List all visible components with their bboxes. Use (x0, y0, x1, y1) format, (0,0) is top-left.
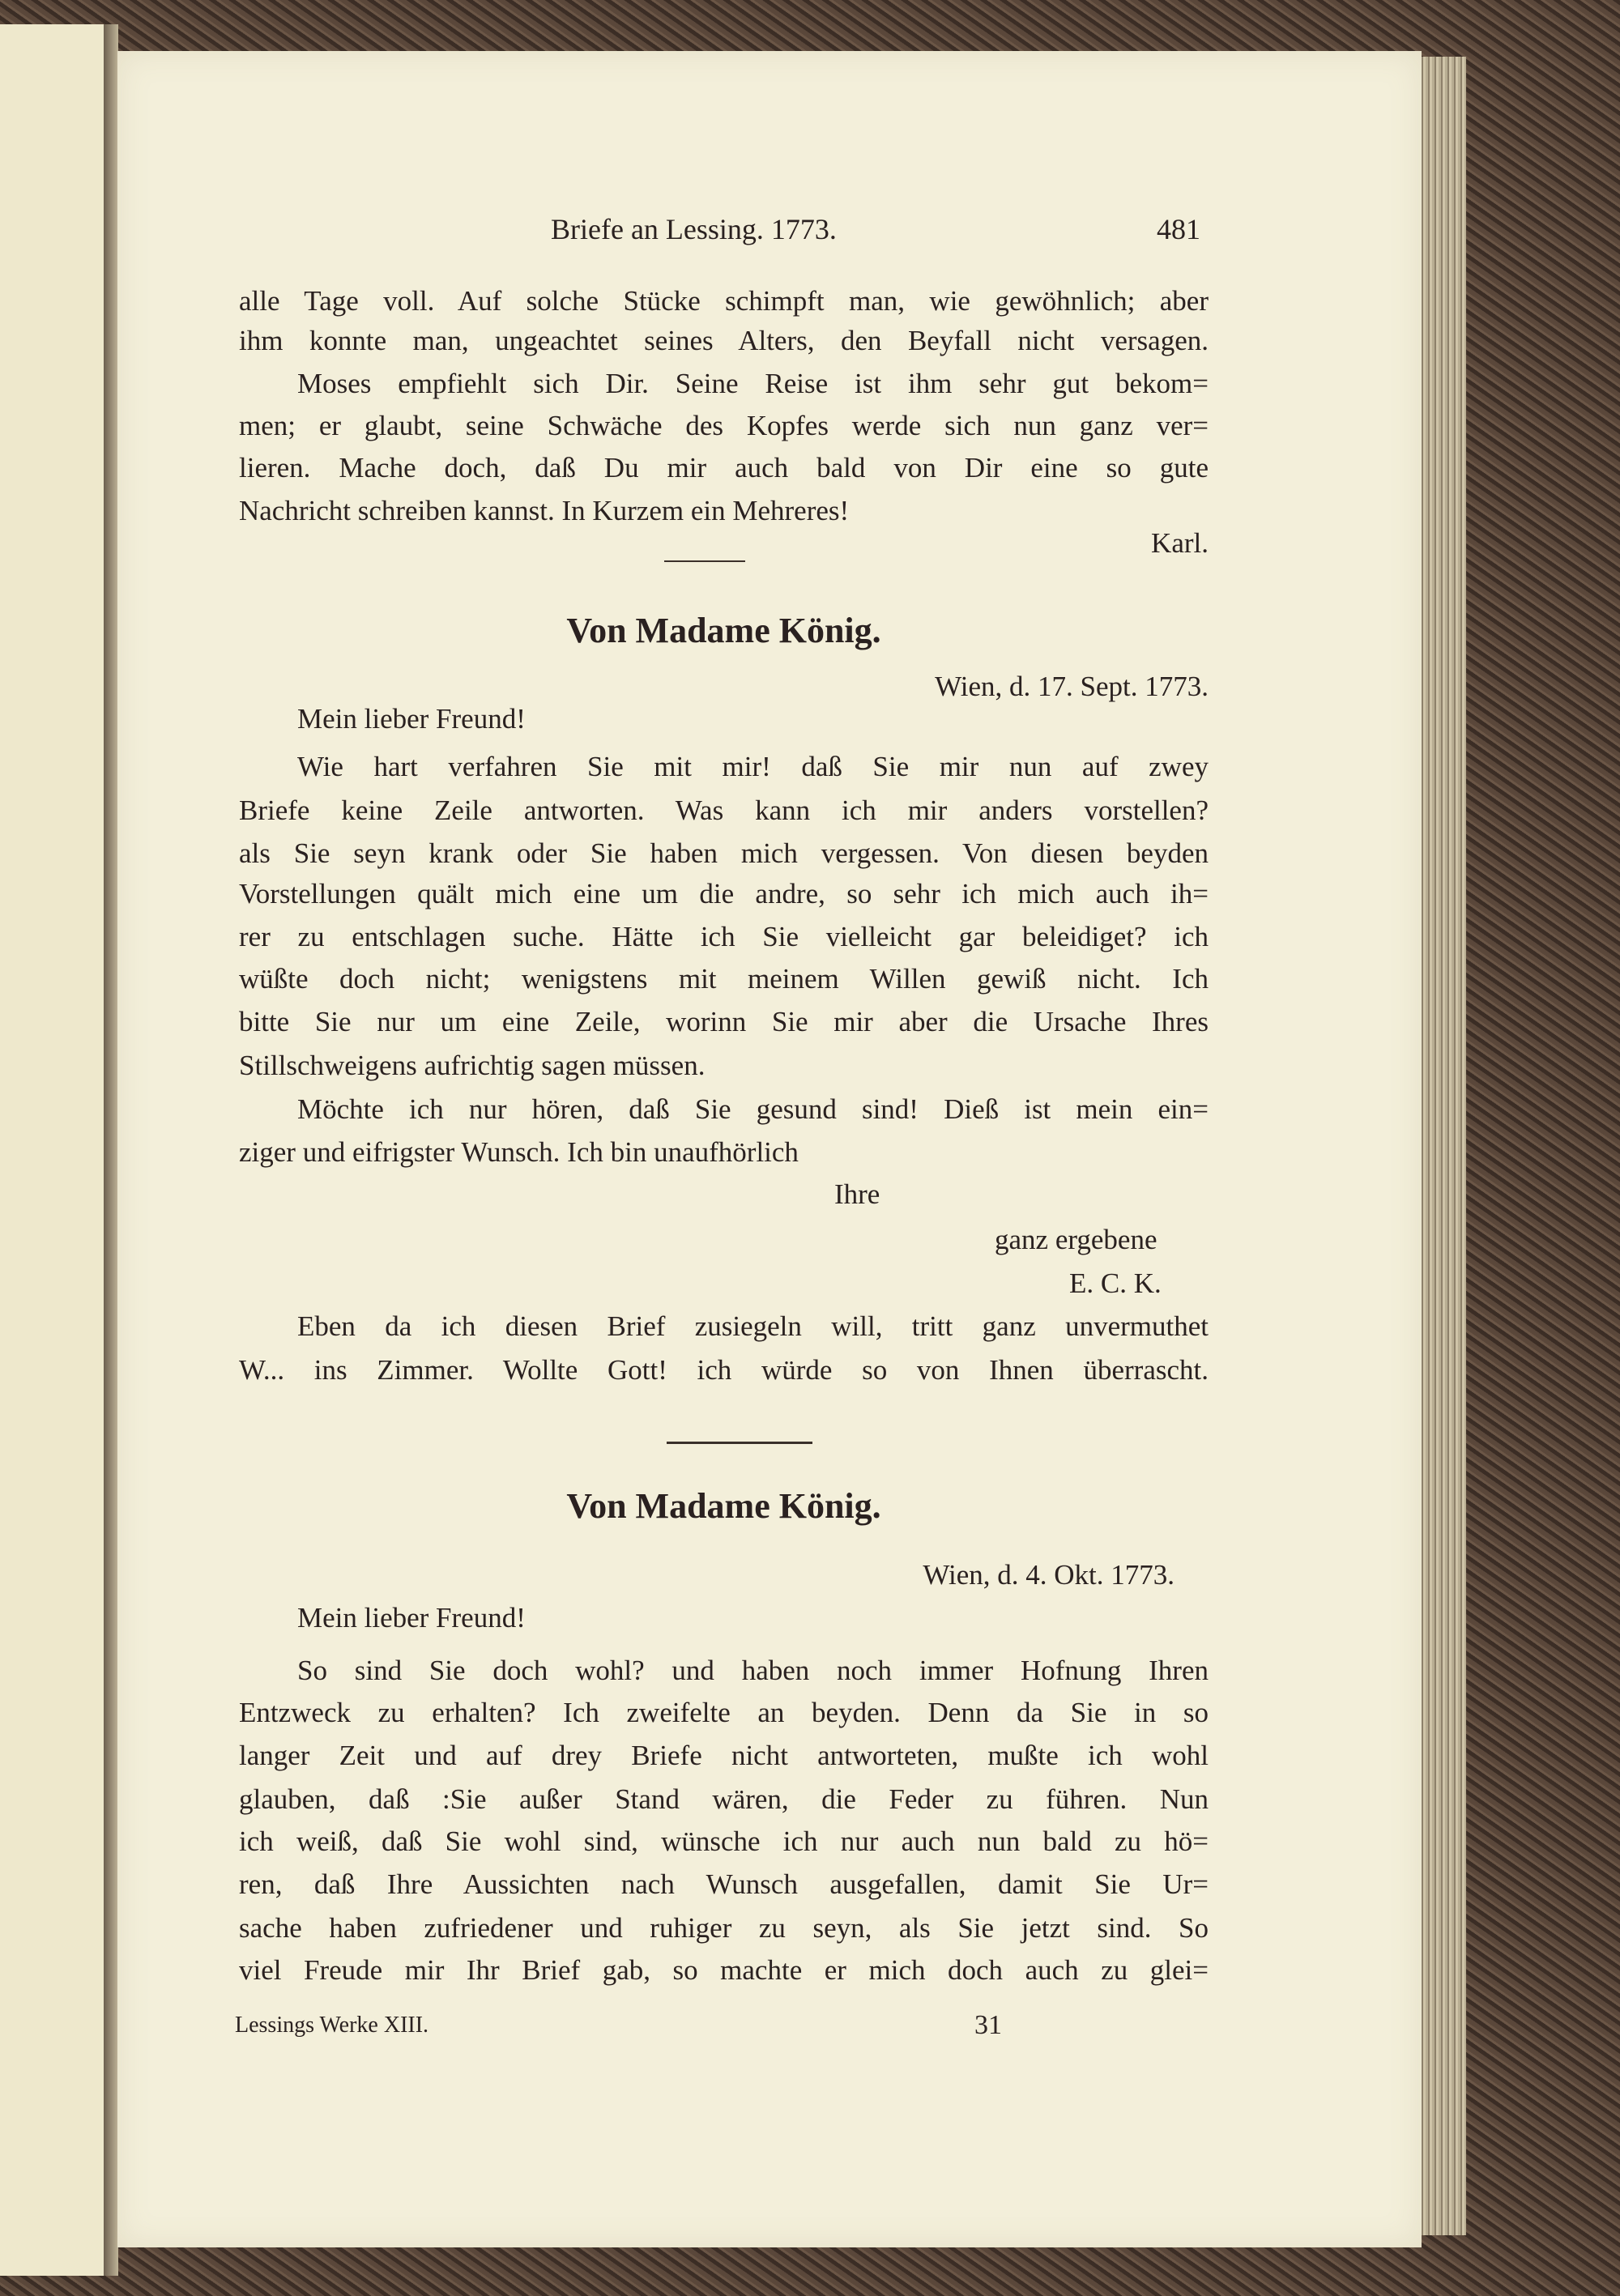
section-divider (667, 1442, 812, 1444)
text-line: ganz ergebene (995, 1224, 1157, 1255)
footer-signature: Lessings Werke XIII. (235, 2013, 429, 2038)
text-line: men; er glaubt, seine Schwäche des Kopfes werde sich nun ganz ver= (239, 410, 1209, 441)
text-line: langer Zeit und auf drey Briefe nicht antworteten, mußte ich wohl (239, 1740, 1209, 1771)
text-line: lieren. Mache doch, daß Du mir auch bald von Dir eine so gute (239, 452, 1209, 483)
book-gutter (104, 24, 118, 2276)
page-edges (1419, 57, 1466, 2235)
text-line: Wie hart verfahren Sie mit mir! daß Sie mir nun auf zwey (297, 751, 1209, 782)
text-line: Stillschweigens aufrichtig sagen müssen. (239, 1050, 706, 1081)
text-line: rer zu entschlagen suche. Hätte ich Sie vielleicht gar beleidiget? ich (239, 921, 1209, 952)
text-line: Eben da ich diesen Brief zusiegeln will, tritt ganz unvermuthet (297, 1310, 1209, 1342)
page-number: 481 (1157, 213, 1200, 245)
text-line: Moses empfiehlt sich Dir. Seine Reise ist ihm sehr gut bekom= (297, 368, 1209, 399)
text-line: Entzweck zu erhalten? Ich zweifelte an beyden. Denn da Sie in so (239, 1697, 1209, 1728)
text-line: Vorstellungen quält mich eine um die andre, so sehr ich mich auch ih= (239, 878, 1209, 909)
text-line: ich weiß, daß Sie wohl sind, wünsche ich nur auch nun bald zu hö= (239, 1825, 1209, 1857)
separator-rule (664, 560, 745, 562)
text-line: viel Freude mir Ihr Brief gab, so machte er mich doch auch zu glei= (239, 1954, 1209, 1986)
text-line: als Sie seyn krank oder Sie haben mich vergessen. Von diesen beyden (239, 837, 1209, 869)
text-line: bitte Sie nur um eine Zeile, worinn Sie mir aber die Ursache Ihres (239, 1006, 1209, 1037)
text-line: Mein lieber Freund! (297, 1602, 526, 1634)
letter-heading: Von Madame König. (566, 1486, 881, 1526)
text-line: W... ins Zimmer. Wollte Gott! ich würde so von Ihnen überrascht. (239, 1354, 1209, 1386)
text-line: ziger und eifrigster Wunsch. Ich bin unaufhörlich (239, 1136, 799, 1168)
text-line: So sind Sie doch wohl? und haben noch immer Hofnung Ihren (297, 1655, 1209, 1686)
running-title: Briefe an Lessing. 1773. (551, 213, 837, 245)
text-line: Briefe keine Zeile antworten. Was kann ich mir anders vorstellen? (239, 794, 1209, 826)
letter-heading: Von Madame König. (566, 611, 881, 650)
text-line: Nachricht schreiben kannst. In Kurzem ein Mehreres! (239, 495, 850, 526)
text-line: alle Tage voll. Auf solche Stücke schimpft man, wie gewöhnlich; aber (239, 285, 1209, 317)
text-line: glauben, daß :Sie außer Stand wären, die Feder zu führen. Nun (239, 1783, 1209, 1815)
text-line: wüßte doch nicht; wenigstens mit meinem Willen gewiß nicht. Ich (239, 963, 1209, 995)
dateline: Wien, d. 17. Sept. 1773. (935, 671, 1209, 702)
text-line: ren, daß Ihre Aussichten nach Wunsch ausgefallen, damit Sie Ur= (239, 1868, 1209, 1900)
sheet-number: 31 (974, 2010, 1002, 2040)
dateline: Karl. (1151, 527, 1209, 559)
dateline: Wien, d. 4. Okt. 1773. (923, 1559, 1174, 1591)
text-line: sache haben zufriedener und ruhiger zu seyn, als Sie jetzt sind. So (239, 1912, 1209, 1944)
text-line: ihm konnte man, ungeachtet seines Alters, den Beyfall nicht versagen. (239, 325, 1209, 356)
text-line: Mein lieber Freund! (297, 703, 526, 735)
text-line: E. C. K. (1069, 1267, 1162, 1299)
text-line: Möchte ich nur hören, daß Sie gesund sind! Dieß ist mein ein= (297, 1093, 1209, 1125)
facing-page-edge (0, 24, 104, 2276)
text-line: Ihre (834, 1178, 880, 1210)
